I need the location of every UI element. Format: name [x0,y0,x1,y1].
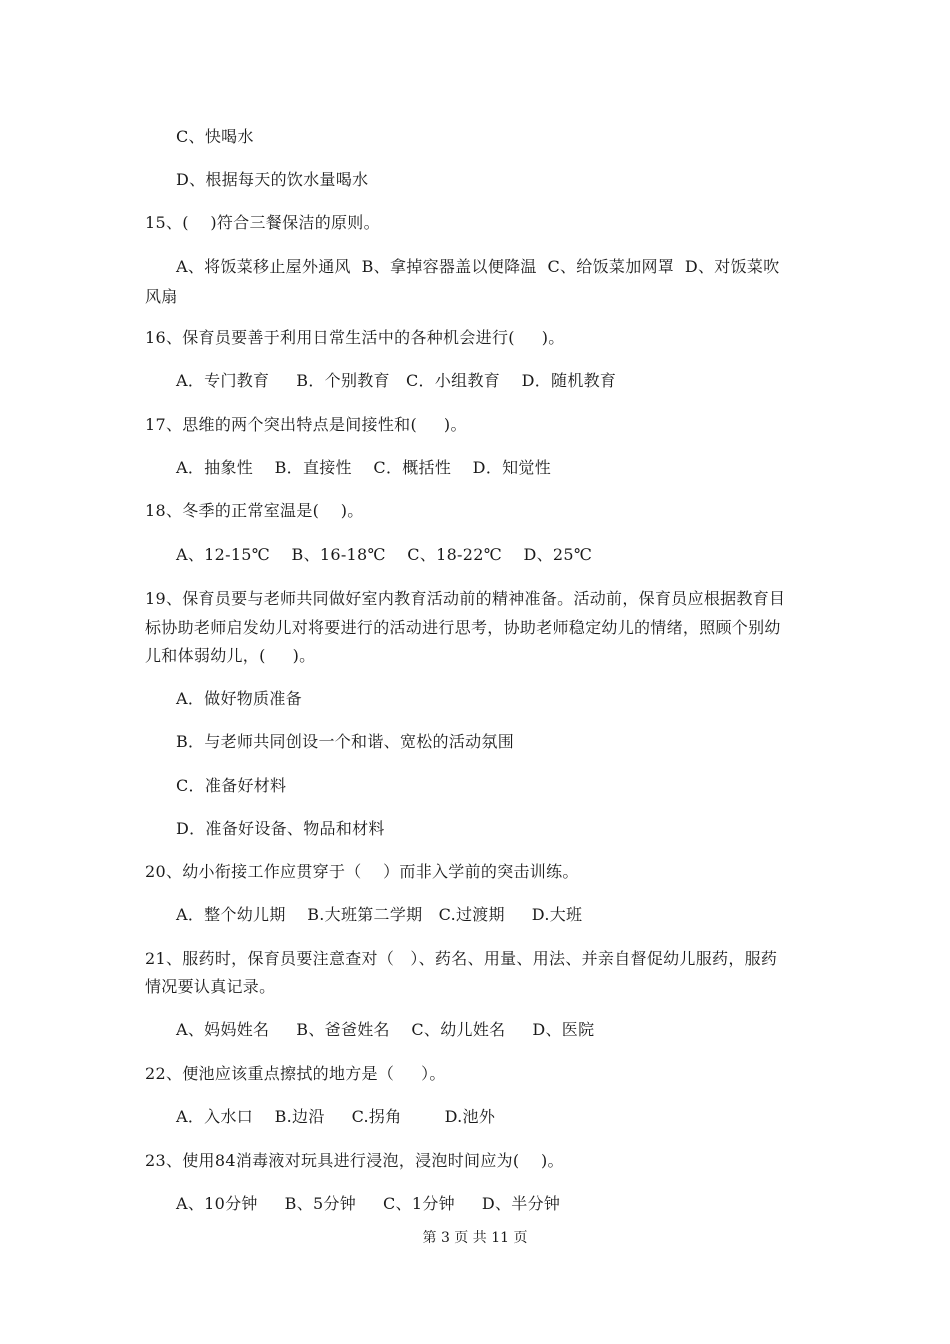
q16-options: A．专门教育 B．个别教育 C．小组教育 D．随机教育 [176,371,617,390]
q18-options: A、12-15℃ B、16-18℃ C、18-22℃ D、25℃ [176,545,593,564]
q19-option-b: B．与老师共同创设一个和谐、宽松的活动氛围 [176,732,515,751]
q23-options: A、10分钟 B、5分钟 C、1分钟 D、半分钟 [176,1194,561,1213]
page-footer: 第 3 页 共 11 页 [422,1230,528,1246]
q19-option-d: D．准备好设备、物品和材料 [176,819,385,838]
q21-options: A、妈妈姓名 B、爸爸姓名 C、幼儿姓名 D、医院 [176,1020,595,1039]
question-15: 15、( )符合三餐保洁的原则。 [145,213,380,232]
question-18: 18、冬季的正常室温是( )。 [145,501,364,520]
question-23: 23、使用84消毒液对玩具进行浸泡，浸泡时间应为( )。 [145,1151,564,1170]
question-19-line1: 19、保育员要与老师共同做好室内教育活动前的精神准备。活动前，保育员应根据教育目 [145,589,786,608]
q15-options-line1: A、将饭菜移止屋外通风 B、拿掉容器盖以便降温 C、给饭菜加网罩 D、对饭菜吹 [176,257,780,276]
q22-options: A．入水口 B.边沿 C.拐角 D.池外 [176,1107,496,1126]
q20-options: A．整个幼儿期 B.大班第二学期 C.过渡期 D.大班 [176,905,583,924]
question-22: 22、便池应该重点擦拭的地方是（ ）。 [145,1064,446,1083]
q14-option-d: D、根据每天的饮水量喝水 [176,170,369,189]
q15-options-line2: 风扇 [145,287,178,306]
question-16: 16、保育员要善于利用日常生活中的各种机会进行( )。 [145,328,565,347]
question-21-line1: 21、服药时，保育员要注意查对（ ）、药名、用量、用法、并亲自督促幼儿服药，服药 [145,949,778,968]
question-19-line3: 儿和体弱幼儿，( )。 [145,646,316,665]
question-20: 20、幼小衔接工作应贯穿于（ ）而非入学前的突击训练。 [145,862,579,881]
q14-option-c: C、快喝水 [176,127,254,146]
q17-options: A．抽象性 B．直接性 C．概括性 D．知觉性 [176,458,552,477]
question-17: 17、思维的两个突出特点是间接性和( )。 [145,415,467,434]
question-21-line2: 情况要认真记录。 [145,977,276,996]
q19-option-a: A．做好物质准备 [176,689,302,708]
q19-option-c: C．准备好材料 [176,776,287,795]
question-19-line2: 标协助老师启发幼儿对将要进行的活动进行思考，协助老师稳定幼儿的情绪，照顾个别幼 [145,618,781,637]
